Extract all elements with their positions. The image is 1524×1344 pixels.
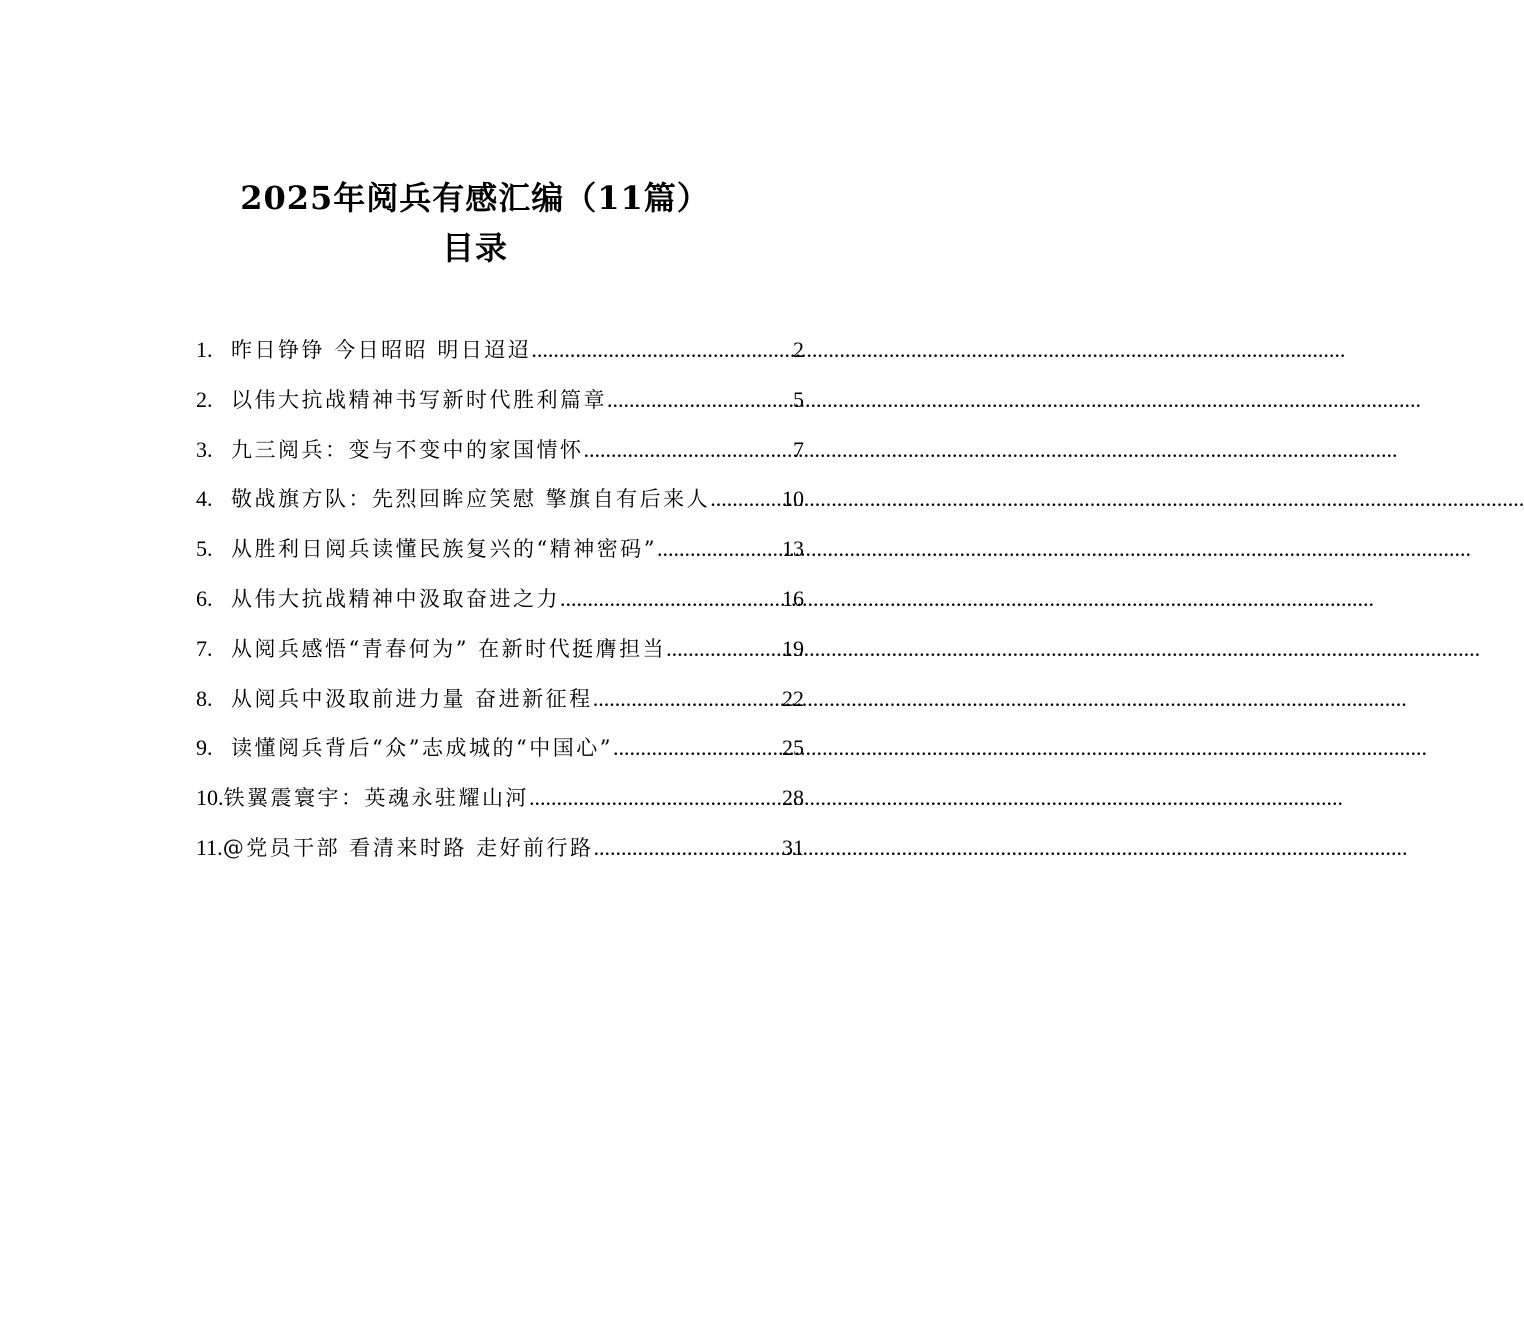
toc-dot-leader [613,730,782,766]
toc-dot-leader [657,531,782,567]
toc-entry-number: 4. [196,486,213,512]
toc-entry-title: 从阅兵中汲取前进力量 奋进新征程 [231,686,593,711]
toc-dot-leader [531,332,793,368]
toc-entry-number: 2. [196,386,213,412]
toc-entry[interactable] [196,481,804,531]
toc-entry[interactable] [196,730,804,780]
toc-entry[interactable] [196,830,804,880]
toc-entry-page: 22 [782,685,804,711]
table-of-contents [196,332,804,880]
toc-entry-number: 6. [196,585,213,611]
toc-entry-page: 7 [793,436,804,462]
toc-entry[interactable] [196,332,804,382]
toc-entry-title: 以伟大抗战精神书写新时代胜利篇章 [231,387,607,412]
toc-entry[interactable] [196,382,804,432]
toc-entry-number: 1. [196,337,213,362]
toc-dot-leader [529,780,782,816]
toc-entry-number: 3. [196,436,213,462]
toc-entry-page: 25 [782,735,804,761]
toc-dot-leader [584,432,794,468]
toc-entry[interactable] [196,631,804,681]
toc-entry-title: 敬战旗方队：先烈回眸应笑慰 擎旗自有后来人 [231,487,711,512]
toc-entry-page: 5 [793,386,804,412]
document-title: 2025年阅兵有感汇编（11篇） [240,179,710,217]
toc-entry-title: 昨日铮铮 今日昭昭 明日迢迢 [231,338,532,362]
toc-entry[interactable] [196,531,804,581]
toc-heading: 目录 [441,229,508,267]
toc-entry-number: 10. [196,785,224,811]
toc-entry-page: 13 [782,536,804,562]
toc-entry-page: 10 [782,486,804,512]
toc-entry-page: 31 [782,834,804,860]
toc-dot-leader [560,581,782,617]
toc-entry-number: 9. [196,735,213,761]
toc-entry-title: 从阅兵感悟“青春何为” 在新时代挺膺担当 [231,636,667,661]
toc-dot-leader [594,830,782,866]
toc-dot-leader [593,681,782,717]
toc-dot-leader [607,382,793,418]
toc-entry-number: 8. [196,685,213,711]
toc-entry-page: 16 [782,585,804,611]
toc-entry-title: 从胜利日阅兵读懂民族复兴的“精神密码” [231,537,657,562]
toc-entry[interactable] [196,780,804,830]
toc-entry-page: 19 [782,635,804,661]
toc-entry-title: 读懂阅兵背后“众”志成城的“中国心” [231,736,613,761]
toc-entry-title: 铁翼震寰宇：英魂永驻耀山河 [223,786,529,811]
toc-entry-title: 九三阅兵：变与不变中的家国情怀 [231,437,584,462]
toc-entry[interactable] [196,681,804,731]
toc-entry-title: 从伟大抗战精神中汲取奋进之力 [231,586,560,611]
toc-entry-number: 11. [196,834,223,860]
toc-entry-number: 7. [196,635,213,661]
toc-entry-page: 28 [782,785,804,811]
toc-dot-leader [666,631,782,667]
toc-entry-number: 5. [196,536,213,562]
toc-dot-leader [710,481,782,517]
toc-entry[interactable] [196,432,804,482]
toc-entry-title: @党员干部 看清来时路 走好前行路 [222,835,594,860]
toc-entry-page: 2 [793,337,804,362]
toc-entry[interactable] [196,581,804,631]
